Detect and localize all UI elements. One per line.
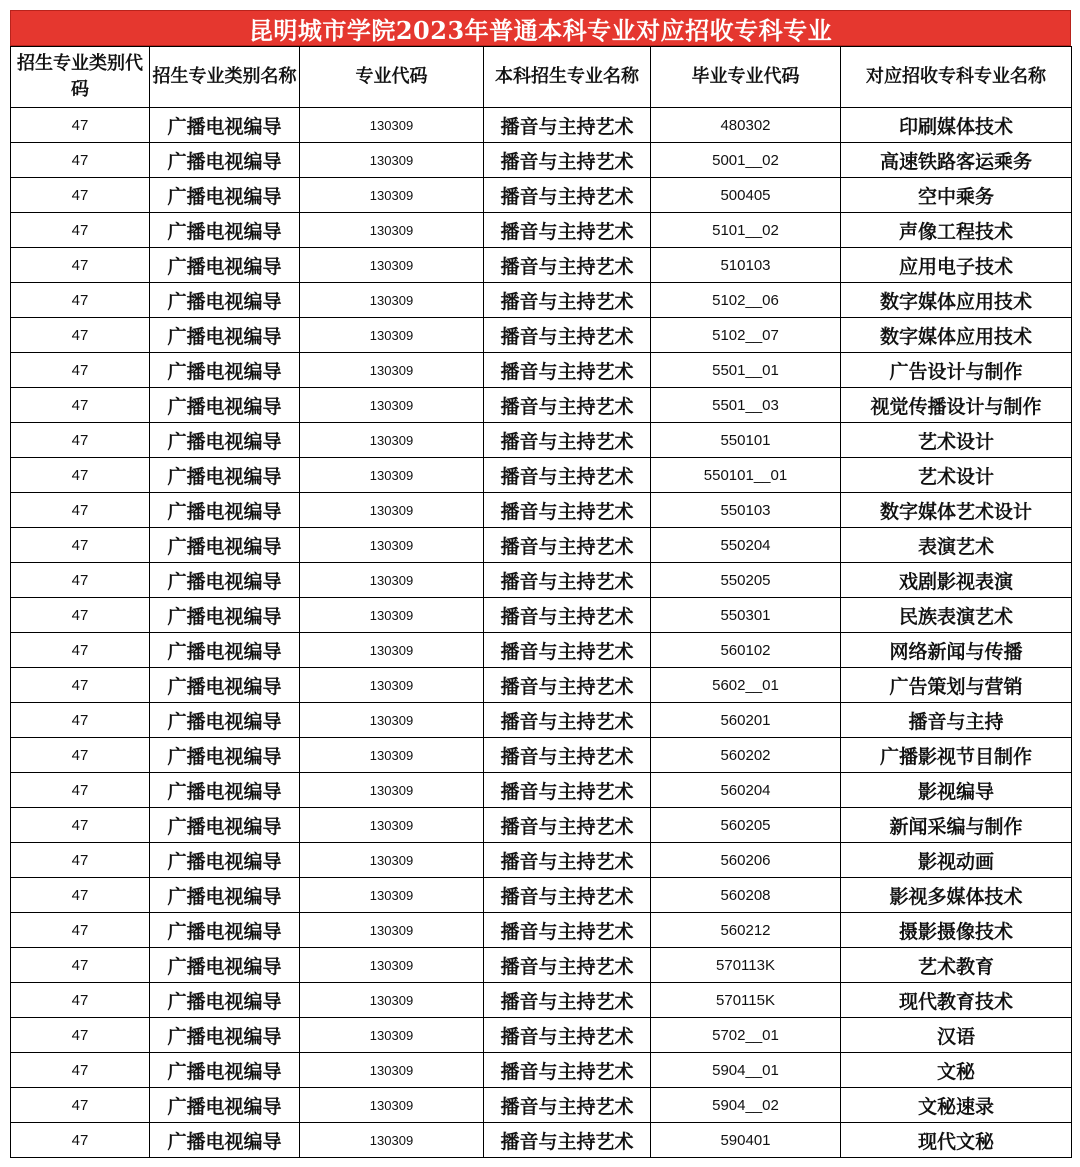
cell-graduate-code: 590401: [651, 1123, 841, 1158]
table-row: [11, 1123, 1072, 1158]
cell-undergrad-major: 播音与主持艺术: [484, 1018, 651, 1053]
table-row: [11, 878, 1072, 913]
table-row: [11, 178, 1072, 213]
cell-graduate-code: 560204: [651, 773, 841, 808]
cell-category-name: 广播电视编导: [150, 948, 300, 983]
header-major-code: 专业代码: [300, 47, 484, 108]
cell-category-code: 47: [11, 1123, 150, 1158]
cell-major-code: 130309: [300, 843, 484, 878]
table-row: [11, 738, 1072, 773]
cell-graduate-code: 5602__01: [651, 668, 841, 703]
cell-undergrad-major: 播音与主持艺术: [484, 843, 651, 878]
cell-category-code: 47: [11, 143, 150, 178]
cell-graduate-code: 560212: [651, 913, 841, 948]
cell-college-major: 声像工程技术: [841, 213, 1072, 248]
cell-undergrad-major: 播音与主持艺术: [484, 318, 651, 353]
cell-category-name: 广播电视编导: [150, 388, 300, 423]
cell-graduate-code: 560205: [651, 808, 841, 843]
cell-undergrad-major: 播音与主持艺术: [484, 388, 651, 423]
cell-college-major: 艺术设计: [841, 458, 1072, 493]
cell-graduate-code: 550101: [651, 423, 841, 458]
header-graduate-code: 毕业专业代码: [651, 47, 841, 108]
cell-major-code: 130309: [300, 388, 484, 423]
cell-category-name: 广播电视编导: [150, 493, 300, 528]
cell-college-major: 数字媒体应用技术: [841, 283, 1072, 318]
table-row: [11, 983, 1072, 1018]
cell-graduate-code: 560206: [651, 843, 841, 878]
cell-category-code: 47: [11, 808, 150, 843]
cell-category-name: 广播电视编导: [150, 878, 300, 913]
cell-college-major: 印刷媒体技术: [841, 108, 1072, 143]
cell-graduate-code: 5501__03: [651, 388, 841, 423]
cell-category-name: 广播电视编导: [150, 423, 300, 458]
document-sheet: [10, 10, 1071, 1158]
cell-major-code: 130309: [300, 493, 484, 528]
cell-graduate-code: 550301: [651, 598, 841, 633]
cell-undergrad-major: 播音与主持艺术: [484, 913, 651, 948]
cell-category-name: 广播电视编导: [150, 458, 300, 493]
cell-category-code: 47: [11, 108, 150, 143]
table-row: [11, 248, 1072, 283]
cell-major-code: 130309: [300, 528, 484, 563]
cell-undergrad-major: 播音与主持艺术: [484, 458, 651, 493]
cell-undergrad-major: 播音与主持艺术: [484, 563, 651, 598]
cell-graduate-code: 510103: [651, 248, 841, 283]
cell-undergrad-major: 播音与主持艺术: [484, 493, 651, 528]
cell-graduate-code: 570113K: [651, 948, 841, 983]
table-row: [11, 1018, 1072, 1053]
table-row: [11, 388, 1072, 423]
cell-graduate-code: 560201: [651, 703, 841, 738]
cell-category-code: 47: [11, 843, 150, 878]
cell-college-major: 影视动画: [841, 843, 1072, 878]
cell-category-name: 广播电视编导: [150, 843, 300, 878]
cell-category-code: 47: [11, 283, 150, 318]
table-title: [10, 10, 1071, 46]
cell-graduate-code: 5904__01: [651, 1053, 841, 1088]
cell-undergrad-major: 播音与主持艺术: [484, 983, 651, 1018]
cell-category-code: 47: [11, 178, 150, 213]
table-row: [11, 213, 1072, 248]
cell-major-code: 130309: [300, 878, 484, 913]
cell-major-code: 130309: [300, 178, 484, 213]
cell-major-code: 130309: [300, 668, 484, 703]
cell-undergrad-major: 播音与主持艺术: [484, 108, 651, 143]
table-row: [11, 598, 1072, 633]
cell-college-major: 新闻采编与制作: [841, 808, 1072, 843]
cell-category-name: 广播电视编导: [150, 773, 300, 808]
cell-category-code: 47: [11, 668, 150, 703]
cell-graduate-code: 550205: [651, 563, 841, 598]
cell-major-code: 130309: [300, 808, 484, 843]
cell-college-major: 艺术教育: [841, 948, 1072, 983]
cell-major-code: 130309: [300, 738, 484, 773]
cell-undergrad-major: 播音与主持艺术: [484, 353, 651, 388]
cell-college-major: 数字媒体应用技术: [841, 318, 1072, 353]
cell-college-major: 民族表演艺术: [841, 598, 1072, 633]
cell-college-major: 文秘速录: [841, 1088, 1072, 1123]
cell-major-code: 130309: [300, 423, 484, 458]
cell-major-code: 130309: [300, 598, 484, 633]
cell-college-major: 高速铁路客运乘务: [841, 143, 1072, 178]
table-row: [11, 353, 1072, 388]
table-row: [11, 668, 1072, 703]
cell-undergrad-major: 播音与主持艺术: [484, 738, 651, 773]
header-category-name: 招生专业类别名称: [150, 47, 300, 108]
table-row: [11, 843, 1072, 878]
cell-college-major: 现代文秘: [841, 1123, 1072, 1158]
cell-category-name: 广播电视编导: [150, 283, 300, 318]
table-header-row: [11, 47, 1072, 108]
cell-graduate-code: 5904__02: [651, 1088, 841, 1123]
cell-undergrad-major: 播音与主持艺术: [484, 143, 651, 178]
cell-category-code: 47: [11, 458, 150, 493]
cell-college-major: 戏剧影视表演: [841, 563, 1072, 598]
cell-category-code: 47: [11, 213, 150, 248]
table-row: [11, 948, 1072, 983]
cell-college-major: 广播影视节目制作: [841, 738, 1072, 773]
cell-undergrad-major: 播音与主持艺术: [484, 283, 651, 318]
cell-category-name: 广播电视编导: [150, 913, 300, 948]
table-row: [11, 143, 1072, 178]
cell-graduate-code: 560102: [651, 633, 841, 668]
cell-category-code: 47: [11, 913, 150, 948]
cell-major-code: 130309: [300, 143, 484, 178]
cell-category-name: 广播电视编导: [150, 108, 300, 143]
cell-category-name: 广播电视编导: [150, 808, 300, 843]
table-row: [11, 563, 1072, 598]
cell-graduate-code: 5102__07: [651, 318, 841, 353]
cell-major-code: 130309: [300, 563, 484, 598]
cell-college-major: 摄影摄像技术: [841, 913, 1072, 948]
cell-college-major: 影视编导: [841, 773, 1072, 808]
cell-college-major: 应用电子技术: [841, 248, 1072, 283]
table-row: [11, 703, 1072, 738]
cell-undergrad-major: 播音与主持艺术: [484, 598, 651, 633]
cell-college-major: 播音与主持: [841, 703, 1072, 738]
cell-college-major: 影视多媒体技术: [841, 878, 1072, 913]
cell-major-code: 130309: [300, 1053, 484, 1088]
table-body: [11, 108, 1072, 1158]
cell-graduate-code: 550103: [651, 493, 841, 528]
table-row: [11, 423, 1072, 458]
cell-college-major: 表演艺术: [841, 528, 1072, 563]
cell-major-code: 130309: [300, 1018, 484, 1053]
cell-category-name: 广播电视编导: [150, 353, 300, 388]
cell-undergrad-major: 播音与主持艺术: [484, 668, 651, 703]
cell-category-name: 广播电视编导: [150, 143, 300, 178]
cell-major-code: 130309: [300, 213, 484, 248]
cell-undergrad-major: 播音与主持艺术: [484, 1088, 651, 1123]
cell-category-code: 47: [11, 493, 150, 528]
cell-graduate-code: 5702__01: [651, 1018, 841, 1053]
cell-graduate-code: 480302: [651, 108, 841, 143]
table-row: [11, 808, 1072, 843]
cell-category-code: 47: [11, 1088, 150, 1123]
cell-category-code: 47: [11, 388, 150, 423]
cell-undergrad-major: 播音与主持艺术: [484, 213, 651, 248]
cell-category-name: 广播电视编导: [150, 1018, 300, 1053]
cell-major-code: 130309: [300, 633, 484, 668]
cell-category-code: 47: [11, 1053, 150, 1088]
cell-category-name: 广播电视编导: [150, 563, 300, 598]
table-row: [11, 1088, 1072, 1123]
cell-college-major: 数字媒体艺术设计: [841, 493, 1072, 528]
header-college-major: 对应招收专科专业名称: [841, 47, 1072, 108]
cell-undergrad-major: 播音与主持艺术: [484, 878, 651, 913]
cell-category-code: 47: [11, 318, 150, 353]
table-row: [11, 633, 1072, 668]
cell-category-name: 广播电视编导: [150, 738, 300, 773]
cell-graduate-code: 5001__02: [651, 143, 841, 178]
cell-major-code: 130309: [300, 983, 484, 1018]
cell-college-major: 视觉传播设计与制作: [841, 388, 1072, 423]
cell-major-code: 130309: [300, 353, 484, 388]
cell-major-code: 130309: [300, 1123, 484, 1158]
cell-college-major: 广告设计与制作: [841, 353, 1072, 388]
cell-category-code: 47: [11, 773, 150, 808]
cell-category-name: 广播电视编导: [150, 1088, 300, 1123]
cell-major-code: 130309: [300, 773, 484, 808]
header-category-code: 招生专业类别代码: [11, 47, 150, 108]
cell-college-major: 网络新闻与传播: [841, 633, 1072, 668]
cell-major-code: 130309: [300, 248, 484, 283]
cell-major-code: 130309: [300, 318, 484, 353]
cell-category-code: 47: [11, 563, 150, 598]
cell-category-code: 47: [11, 948, 150, 983]
cell-major-code: 130309: [300, 1088, 484, 1123]
cell-graduate-code: 5101__02: [651, 213, 841, 248]
cell-undergrad-major: 播音与主持艺术: [484, 1123, 651, 1158]
cell-undergrad-major: 播音与主持艺术: [484, 248, 651, 283]
cell-undergrad-major: 播音与主持艺术: [484, 423, 651, 458]
cell-category-code: 47: [11, 1018, 150, 1053]
cell-category-code: 47: [11, 353, 150, 388]
cell-graduate-code: 550204: [651, 528, 841, 563]
cell-category-code: 47: [11, 738, 150, 773]
cell-graduate-code: 500405: [651, 178, 841, 213]
table-row: [11, 773, 1072, 808]
cell-category-code: 47: [11, 983, 150, 1018]
cell-category-name: 广播电视编导: [150, 213, 300, 248]
cell-category-code: 47: [11, 878, 150, 913]
table-row: [11, 283, 1072, 318]
cell-undergrad-major: 播音与主持艺术: [484, 948, 651, 983]
cell-category-name: 广播电视编导: [150, 1053, 300, 1088]
cell-category-code: 47: [11, 598, 150, 633]
cell-category-code: 47: [11, 703, 150, 738]
cell-category-name: 广播电视编导: [150, 318, 300, 353]
table-row: [11, 1053, 1072, 1088]
major-mapping-table: [10, 46, 1072, 1158]
cell-undergrad-major: 播音与主持艺术: [484, 178, 651, 213]
table-row: [11, 528, 1072, 563]
table-row: [11, 318, 1072, 353]
cell-graduate-code: 560208: [651, 878, 841, 913]
cell-college-major: 文秘: [841, 1053, 1072, 1088]
cell-college-major: 艺术设计: [841, 423, 1072, 458]
cell-category-code: 47: [11, 528, 150, 563]
cell-major-code: 130309: [300, 913, 484, 948]
cell-graduate-code: 5102__06: [651, 283, 841, 318]
cell-major-code: 130309: [300, 458, 484, 493]
cell-undergrad-major: 播音与主持艺术: [484, 633, 651, 668]
cell-major-code: 130309: [300, 283, 484, 318]
table-title-text: 昆明城市学院2023年普通本科专业对应招收专科专业: [248, 15, 833, 45]
cell-category-name: 广播电视编导: [150, 983, 300, 1018]
cell-undergrad-major: 播音与主持艺术: [484, 1053, 651, 1088]
cell-graduate-code: 570115K: [651, 983, 841, 1018]
cell-college-major: 汉语: [841, 1018, 1072, 1053]
cell-major-code: 130309: [300, 948, 484, 983]
cell-category-name: 广播电视编导: [150, 668, 300, 703]
cell-graduate-code: 5501__01: [651, 353, 841, 388]
cell-category-name: 广播电视编导: [150, 528, 300, 563]
cell-category-name: 广播电视编导: [150, 703, 300, 738]
table-row: [11, 493, 1072, 528]
cell-category-code: 47: [11, 423, 150, 458]
cell-major-code: 130309: [300, 108, 484, 143]
table-row: [11, 913, 1072, 948]
cell-undergrad-major: 播音与主持艺术: [484, 808, 651, 843]
cell-undergrad-major: 播音与主持艺术: [484, 528, 651, 563]
cell-college-major: 空中乘务: [841, 178, 1072, 213]
cell-category-code: 47: [11, 248, 150, 283]
cell-graduate-code: 560202: [651, 738, 841, 773]
cell-undergrad-major: 播音与主持艺术: [484, 773, 651, 808]
cell-major-code: 130309: [300, 703, 484, 738]
cell-college-major: 广告策划与营销: [841, 668, 1072, 703]
cell-graduate-code: 550101__01: [651, 458, 841, 493]
cell-category-code: 47: [11, 633, 150, 668]
cell-category-name: 广播电视编导: [150, 248, 300, 283]
cell-category-name: 广播电视编导: [150, 1123, 300, 1158]
cell-category-name: 广播电视编导: [150, 633, 300, 668]
cell-undergrad-major: 播音与主持艺术: [484, 703, 651, 738]
cell-category-name: 广播电视编导: [150, 598, 300, 633]
table-row: [11, 108, 1072, 143]
cell-category-name: 广播电视编导: [150, 178, 300, 213]
header-undergrad-major: 本科招生专业名称: [484, 47, 651, 108]
cell-college-major: 现代教育技术: [841, 983, 1072, 1018]
table-row: [11, 458, 1072, 493]
